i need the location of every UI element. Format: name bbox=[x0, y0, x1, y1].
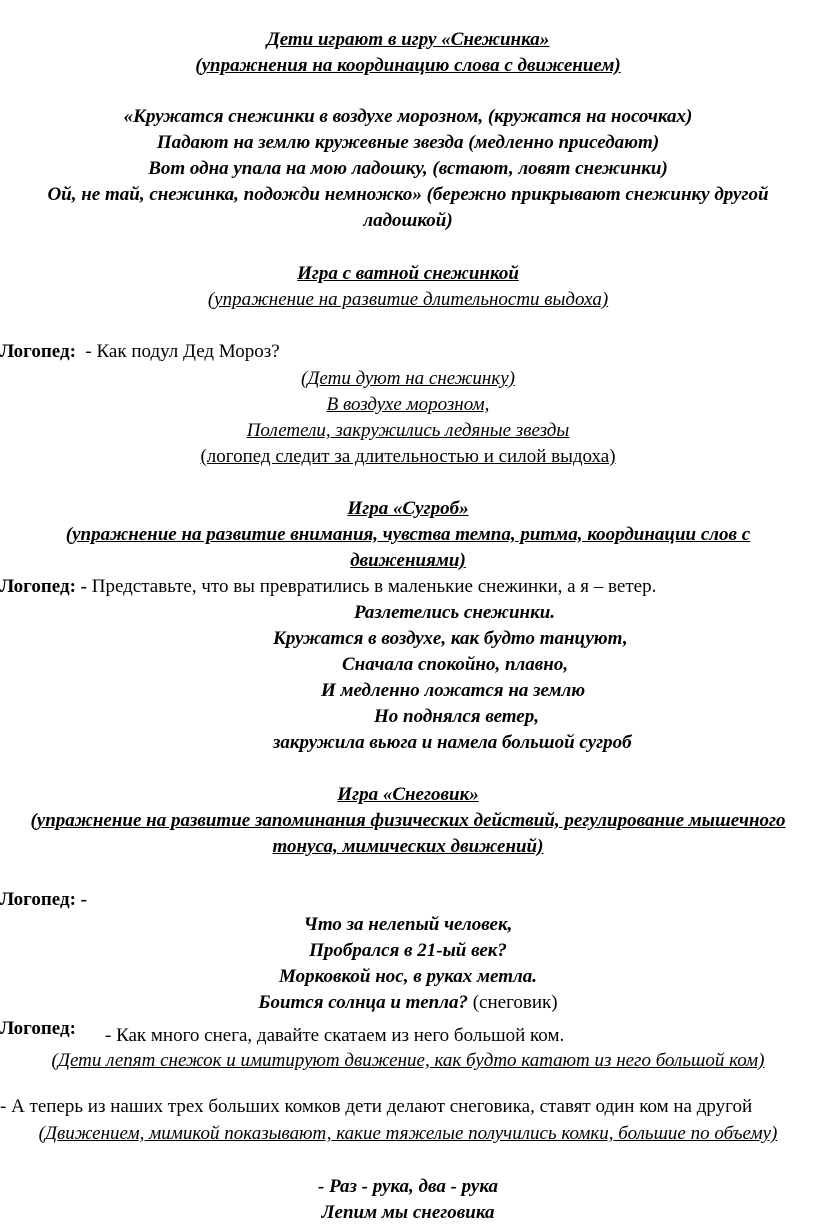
section-subtitle: (упражнение на развитие длительности выдоха) bbox=[207, 289, 609, 310]
section-title-cotton-snowflake: Игра с ватной снежинкой bbox=[297, 263, 519, 284]
section-subtitle: движениями) bbox=[350, 550, 466, 571]
riddle-answer: (снеговик) bbox=[472, 992, 558, 1013]
speaker-label: Логопед: - bbox=[0, 576, 87, 597]
speaker-label: Логопед: - bbox=[0, 889, 87, 910]
speaker-text: Представьте, что вы превратились в маленькие снежинки, а я – ветер. bbox=[91, 576, 657, 597]
riddle-line: Морковкой нос, в руках метла. bbox=[278, 966, 538, 987]
verse-line: Кружатся в воздухе, как будто танцуют, bbox=[273, 628, 628, 649]
speaker-label: Логопед: bbox=[0, 1018, 76, 1039]
verse-line: Полетели, закружились ледяные звезды bbox=[246, 420, 570, 441]
verse-line: Разлетелись снежинки. bbox=[354, 602, 556, 623]
action-line: (Движением, мимикой показывают, какие тяжелые получились комки, большие по объему) bbox=[38, 1123, 778, 1144]
riddle-line: Что за нелепый человек, bbox=[303, 914, 513, 935]
section-title-snowflake: Дети играют в игру «Снежинка» bbox=[266, 29, 550, 50]
speaker-label: Логопед: bbox=[0, 341, 76, 362]
verse-line: закружила вьюга и намела большой сугроб bbox=[273, 732, 632, 753]
verse-line: Лепим мы снеговика bbox=[321, 1202, 495, 1223]
verse-line: Падают на землю кружевные звезда (медленно приседают) bbox=[156, 132, 660, 153]
section-title-snowman: Игра «Снеговик» bbox=[337, 784, 479, 805]
verse-line: «Кружатся снежинки в воздухе морозном, (кружатся на носочках) bbox=[123, 106, 693, 127]
verse-line: Но поднялся ветер, bbox=[374, 706, 539, 727]
action-line: (Дети лепят снежок и имитируют движение, как будто катают из него большой ком) bbox=[51, 1050, 765, 1071]
verse-line: И медленно ложатся на землю bbox=[321, 680, 586, 701]
section-title-snowdrift: Игра «Сугроб» bbox=[347, 498, 469, 519]
section-subtitle: тонуса, мимических движений) bbox=[272, 836, 544, 857]
riddle-line: Боится солнца и тепла? bbox=[258, 992, 468, 1013]
section-subtitle: (упражнение на развитие запоминания физических действий, регулирование мышечного bbox=[30, 810, 786, 831]
speaker-text: - А теперь из наших трех больших комков дети делают снеговика, ставят один ком на другой bbox=[0, 1096, 753, 1117]
verse-line: Ой, не тай, снежинка, подожди немножко» (бережно прикрывают снежинку другой bbox=[47, 184, 769, 205]
verse-line: ладошкой) bbox=[363, 210, 453, 231]
action-line: (Дети дуют на снежинку) bbox=[301, 368, 515, 389]
speaker-text: - Как много снега, давайте скатаем из него большой ком. bbox=[105, 1025, 565, 1046]
riddle-line: Пробрался в 21-ый век? bbox=[309, 940, 507, 961]
section-subtitle: (упражнение на развитие внимания, чувства темпа, ритма, координации слов с bbox=[65, 524, 751, 545]
speaker-text: - Как подул Дед Мороз? bbox=[85, 341, 280, 362]
verse-line: - Раз - рука, два - рука bbox=[318, 1176, 498, 1197]
section-subtitle: (упражнения на координацию слова с движением) bbox=[195, 55, 621, 76]
action-line: (логопед следит за длительностью и силой выдоха) bbox=[200, 446, 616, 467]
verse-line: Вот одна упала на мою ладошку, (встают, ловят снежинки) bbox=[148, 158, 668, 179]
verse-line: Сначала спокойно, плавно, bbox=[342, 654, 569, 675]
verse-line: В воздухе морозном, bbox=[326, 394, 490, 415]
